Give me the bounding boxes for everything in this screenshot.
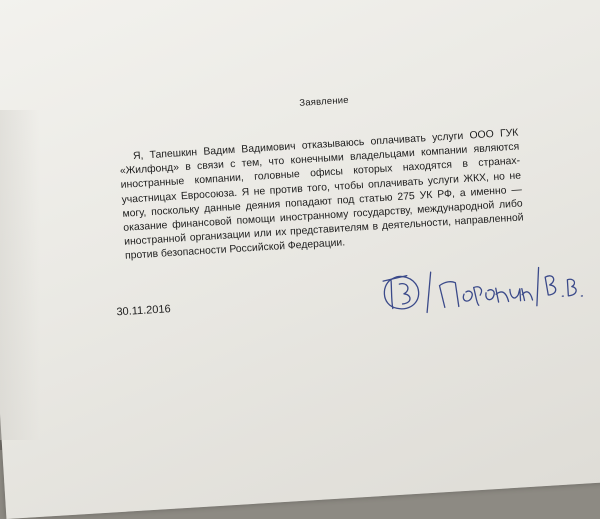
signature-drawing [372, 251, 585, 324]
document-date: 30.11.2016 [116, 303, 172, 319]
document-body: Я, Тапешкин Вадим Вадимович отказываюсь оплачивать услуги ООО ГУК «Жилфонд» в связи с тем, что конечными владельцами компании являются иностранные компании, головные офисы которых находятся в странах-участницах Евросоюза. Я не против того, чтобы оплачивать услуги ЖКХ, но не могу, поскольку данные деяния попадают под статью 275 УК РФ, а именно — оказание финансовой помощи иностранному государству, международной либо иностранной организации или их представителям в деятельности, направленной против безопасности Российской Федерации. [119, 127, 524, 263]
handwritten-signature [372, 251, 585, 324]
document-title: Заявление [299, 94, 350, 109]
